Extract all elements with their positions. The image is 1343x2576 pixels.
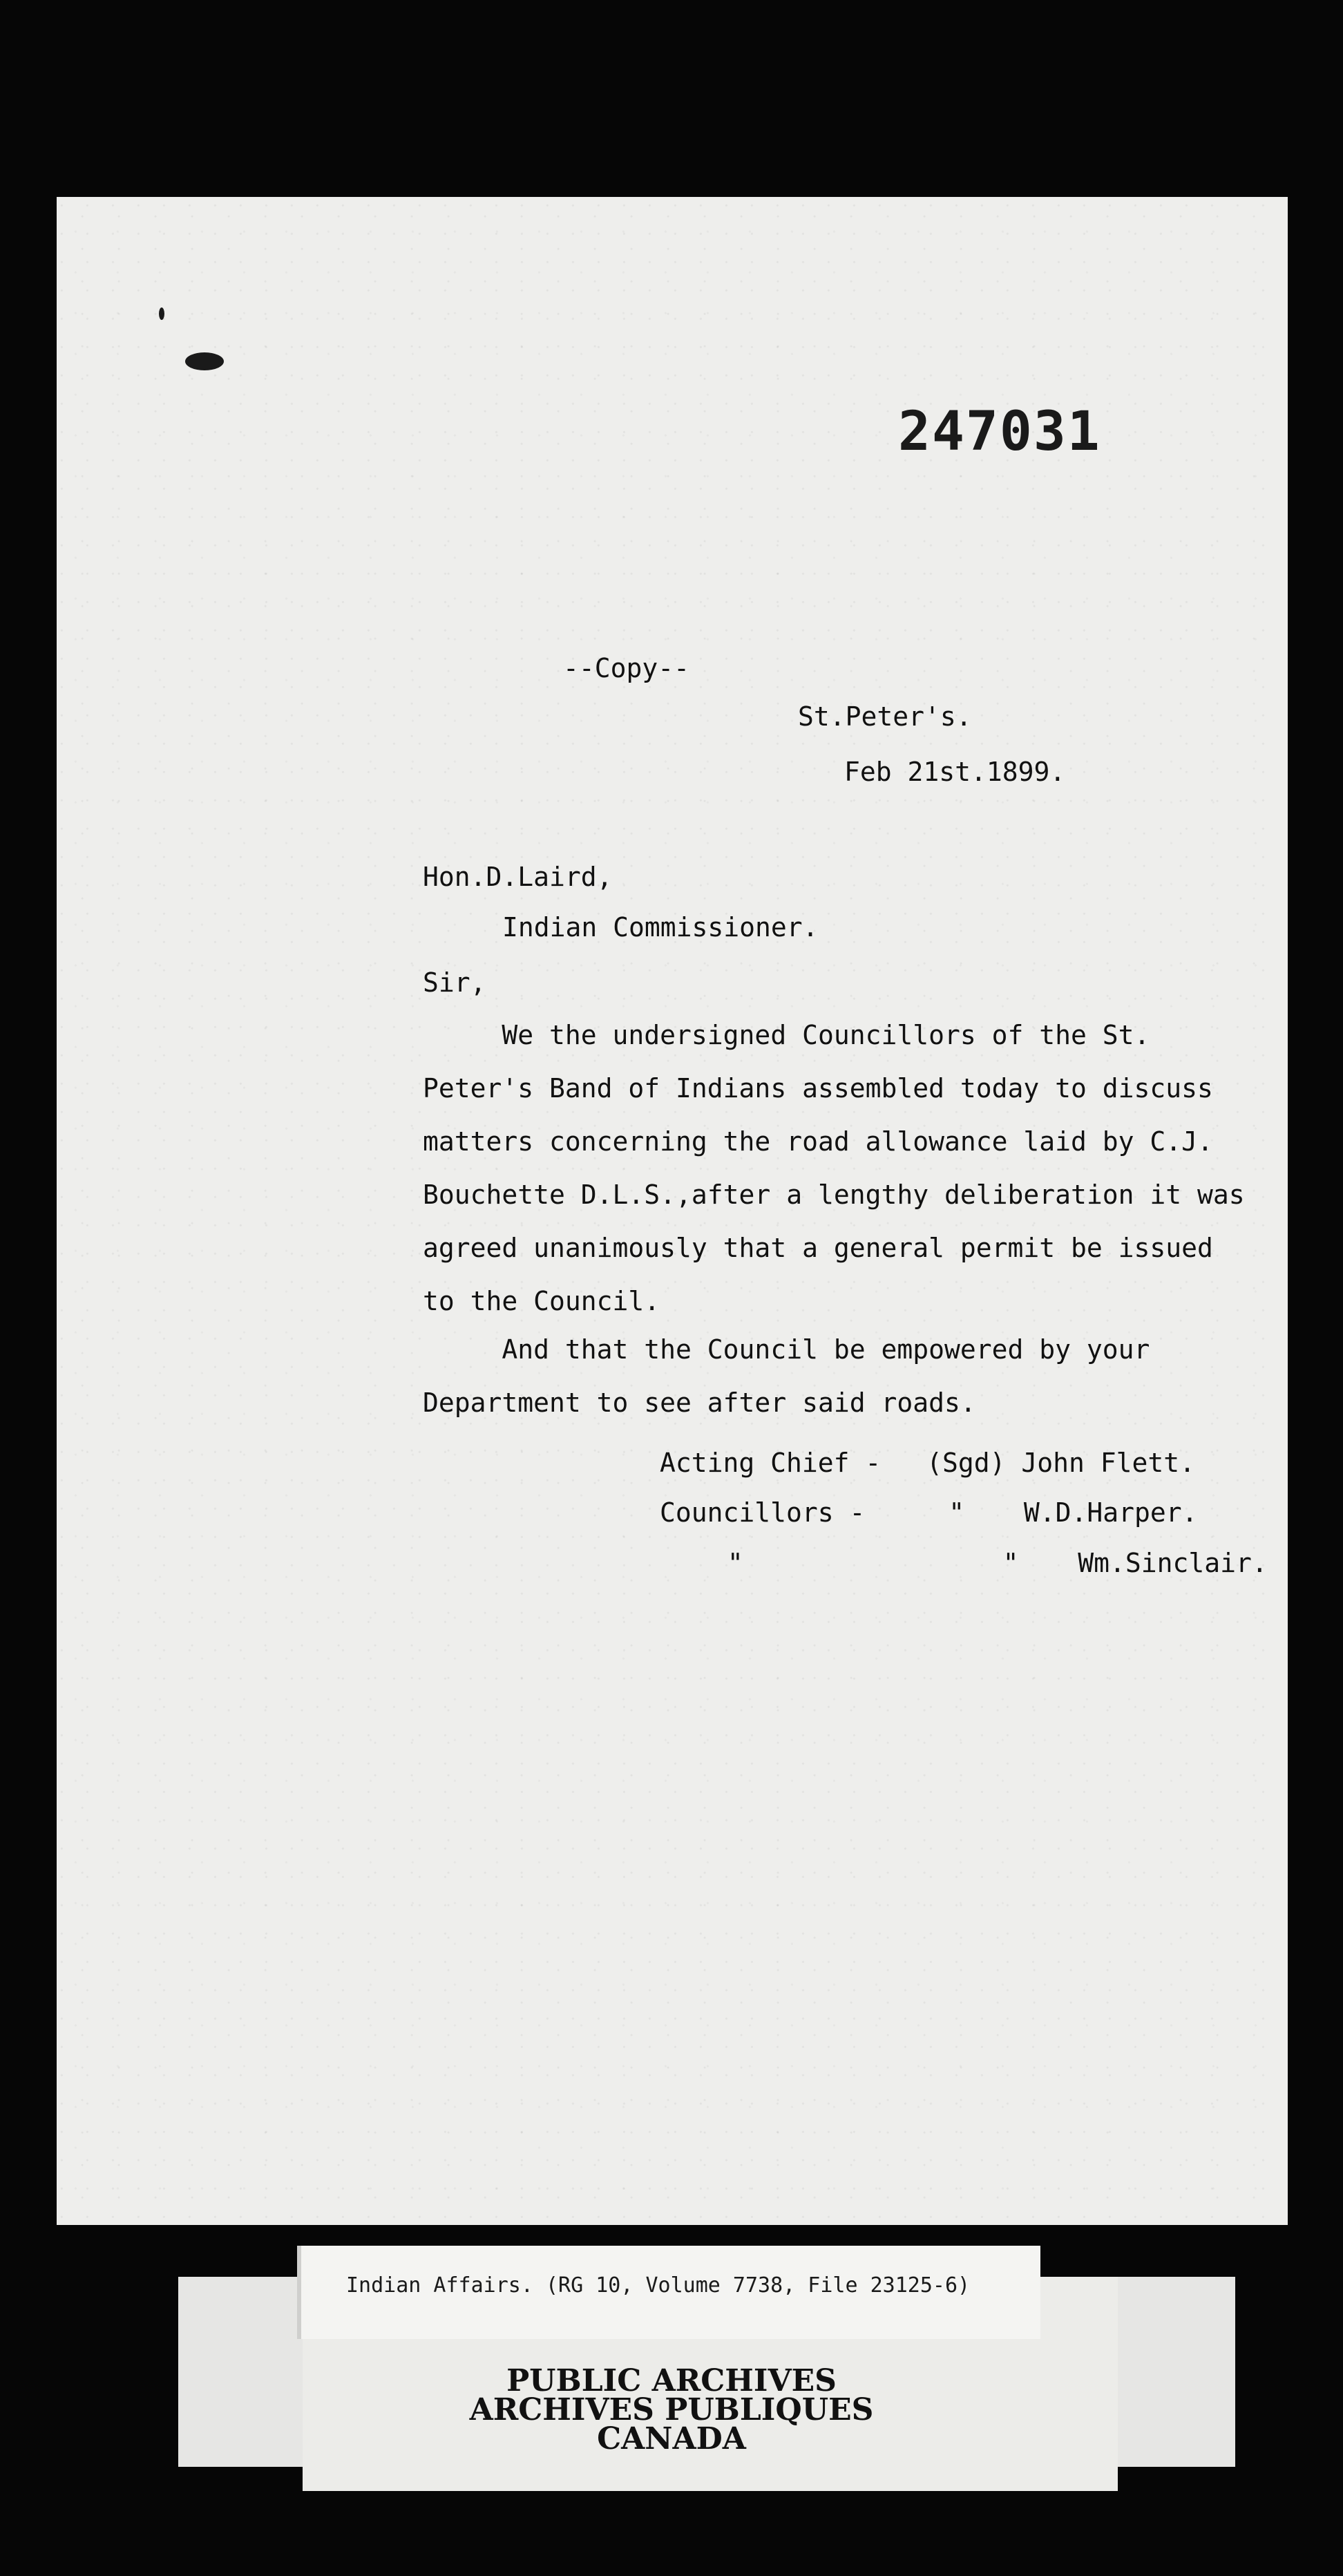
body-line: Bouchette D.L.S.,after a lengthy deliberation it was	[423, 1180, 1245, 1210]
signature-role: "	[727, 1548, 743, 1578]
body-line: And that the Council be empowered by your	[423, 1334, 1150, 1365]
body-line: matters concerning the road allowance laid by C.J.	[423, 1126, 1213, 1157]
salutation: Sir,	[423, 967, 486, 998]
letter-body-paragraph-2	[423, 1323, 1150, 1430]
addressee-title: Indian Commissioner.	[502, 912, 819, 943]
archive-stamp	[0, 2363, 1343, 2456]
ink-mark	[159, 307, 164, 320]
signature-councillor-harper	[660, 1497, 1198, 1528]
signature-name: Wm.Sinclair.	[1078, 1548, 1268, 1578]
letter-date: Feb 21st.1899.	[844, 757, 1066, 787]
reference-card	[297, 2246, 1040, 2339]
archive-stamp-line-1: PUBLIC ARCHIVES	[506, 2363, 837, 2398]
signature-mark: "	[1002, 1548, 1019, 1578]
body-line: Peter's Band of Indians assembled today to discuss	[423, 1073, 1213, 1104]
signature-mark: (Sgd)	[926, 1448, 1006, 1478]
archive-stamp-line-3: CANADA	[597, 2421, 746, 2456]
body-line: Department to see after said roads.	[423, 1388, 976, 1418]
signature-mark: "	[949, 1497, 965, 1528]
signature-name: W.D.Harper.	[1023, 1497, 1198, 1528]
archive-reference: Indian Affairs. (RG 10, Volume 7738, File 23125-6)	[346, 2273, 971, 2298]
body-line: to the Council.	[423, 1286, 660, 1316]
letter-body-paragraph-1	[423, 1009, 1245, 1328]
letter-place: St.Peter's.	[798, 701, 972, 732]
signature-councillor-sinclair	[660, 1548, 1268, 1578]
archive-stamp-line-2: ARCHIVES PUBLIQUES	[469, 2392, 874, 2427]
body-line: agreed unanimously that a general permit be issued	[423, 1233, 1213, 1263]
signature-role: Acting Chief -	[660, 1448, 897, 1478]
document-number-stamp: 247031	[898, 401, 1101, 463]
signature-name: John Flett.	[1021, 1448, 1196, 1478]
addressee-name: Hon.D.Laird,	[423, 862, 613, 892]
copy-mark: --Copy--	[563, 653, 690, 683]
signature-role: Councillors -	[660, 1497, 882, 1528]
signature-acting-chief	[660, 1448, 1195, 1478]
body-line: We the undersigned Councillors of the St.	[423, 1020, 1150, 1050]
ink-blot	[185, 352, 224, 370]
